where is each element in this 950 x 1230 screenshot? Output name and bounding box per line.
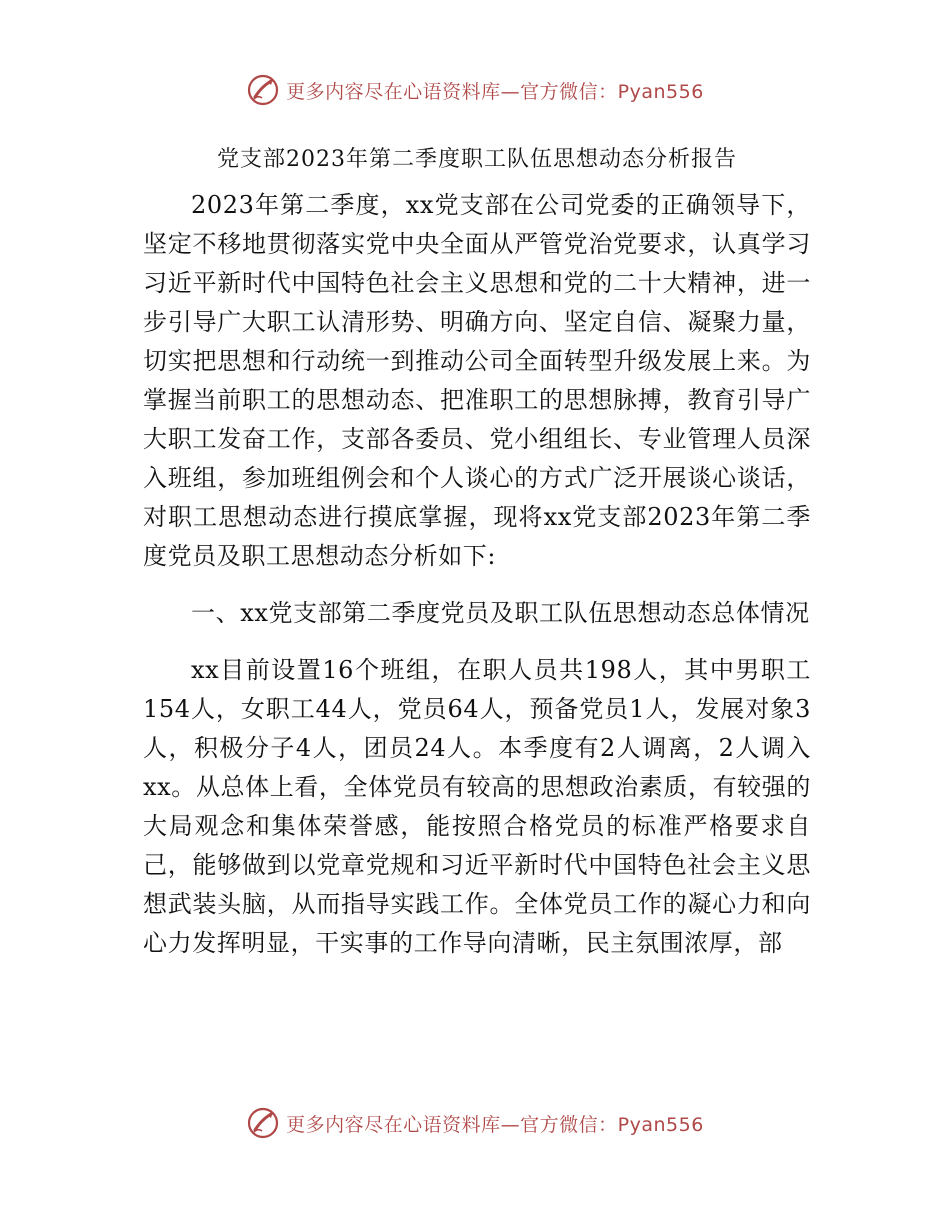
paragraph-overview: xx目前设置16个班组，在职人员共198人，其中男职工154人，女职工44人，党员64人，预备党员1人，发展对象3人，积极分子4人，团员24人。本季度有2人调离，2人调入xx。从总体上看，全体党员有较高的思想政治素质，有较强的大局观念和集体荣誉感，能按照合格党员的标准严格要求自己，能够做到以党章党规和习近平新时代中国特色社会主义思想武装头脑，从而指导实践工作。全体党员工作的凝心力和向心力发挥明显，干实事的工作导向清晰，民主氛围浓厚，部 [143, 656, 811, 957]
document-body [143, 138, 811, 963]
writing-hand-logo-icon [246, 1106, 280, 1140]
writing-hand-logo-icon [246, 73, 280, 107]
document-title: 党支部2023年第二季度职工队伍思想动态分析报告 [217, 147, 737, 172]
watermark-banner-top [0, 70, 950, 110]
paragraph-intro: 2023年第二季度，xx党支部在公司党委的正确领导下，坚定不移地贯彻落实党中央全面从严管党治党要求，认真学习习近平新时代中国特色社会主义思想和党的二十大精神，进一步引导广大职工认清形势、明确方向、坚定自信、凝聚力量，切实把思想和行动统一到推动公司全面转型升级发展上来。为掌握当前职工的思想动态、把准职工的思想脉搏，教育引导广大职工发奋工作，支部各委员、党小组组长、专业管理人员深入班组，参加班组例会和个人谈心的方式广泛开展谈心谈话，对职工思想动态进行摸底掌握，现将xx党支部2023年第二季度党员及职工思想动态分析如下: [143, 191, 811, 570]
watermark-text: 更多内容尽在心语资料库—官方微信：Pyan556 [286, 1113, 704, 1136]
section-heading-1: 一、xx党支部第二季度党员及职工队伍思想动态总体情况 [191, 599, 810, 627]
watermark-banner-bottom [0, 1103, 950, 1143]
watermark-text: 更多内容尽在心语资料库—官方微信：Pyan556 [286, 80, 704, 103]
